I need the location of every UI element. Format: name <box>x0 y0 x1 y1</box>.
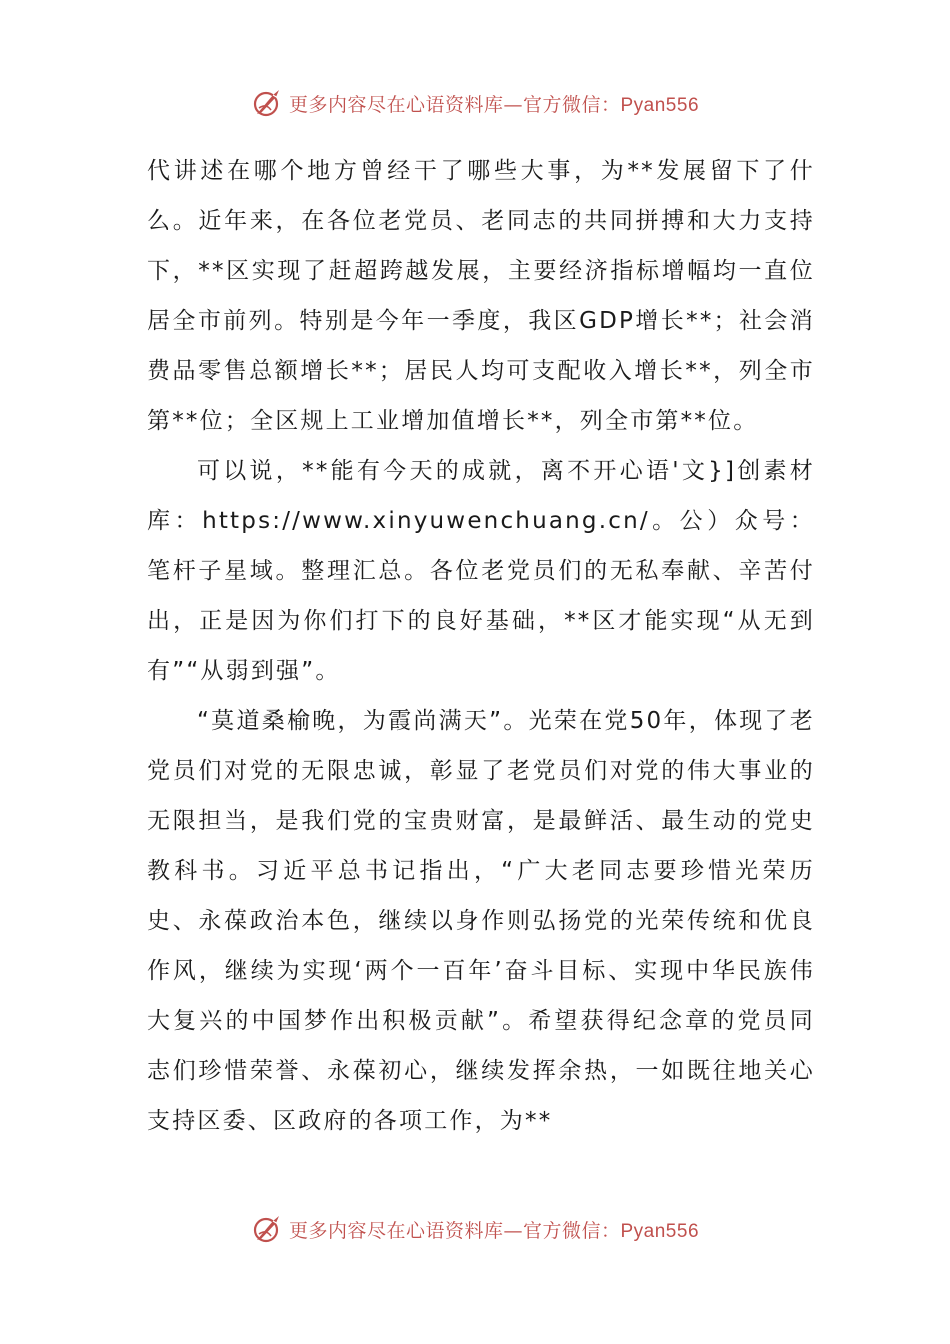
wechat-id: Pyan556 <box>620 94 700 116</box>
banner-text: 更多内容尽在心语资料库—官方微信：Pyan556 <box>288 93 700 116</box>
header-banner <box>0 85 950 121</box>
paragraph-3: “莫道桑榆晚，为霞尚满天”。光荣在党50年，体现了老党员们对党的无限忠诚，彰显了老党员们对党的伟大事业的无限担当，是我们党的宝贵财富，是最鲜活、最生动的党史教科书。习近平总书记指出，“广大老同志要珍惜光荣历史、永葆政治本色，继续以身作则弘扬党的光荣传统和优良作风，继续为实现‘两个一百年’奋斗目标、实现中华民族伟大复兴的中国梦作出积极贡献”。希望获得纪念章的党员同志们珍惜荣誉、永葆初心，继续发挥余热，一如既往地关心支持区委、区政府的各项工作，为** <box>147 708 815 1134</box>
paragraph-2: 可以说，**能有今天的成就，离不开心语'文}]创素材库：https://www.xinyuwenchuang.cn/。公）众号：笔杆子星域。整理汇总。各位老党员们的无私奉献、辛苦付出，正是因为你们打下的良好基础，**区才能实现“从无到有”“从弱到强”。 <box>147 458 815 684</box>
quill-pen-seal-icon <box>251 1212 285 1246</box>
document-body <box>147 146 815 1146</box>
banner-text: 更多内容尽在心语资料库—官方微信：Pyan556 <box>288 1219 700 1242</box>
footer-banner <box>0 1211 950 1247</box>
wechat-id: Pyan556 <box>620 1220 700 1242</box>
paragraph-1: 代讲述在哪个地方曾经干了哪些大事，为**发展留下了什么。近年来，在各位老党员、老同志的共同拼搏和大力支持下，**区实现了赶超跨越发展，主要经济指标增幅均一直位居全市前列。特别是今年一季度，我区GDP增长**；社会消费品零售总额增长**；居民人均可支配收入增长**，列全市第**位；全区规上工业增加值增长**，列全市第**位。 <box>147 158 815 434</box>
quill-pen-seal-icon <box>251 86 285 120</box>
